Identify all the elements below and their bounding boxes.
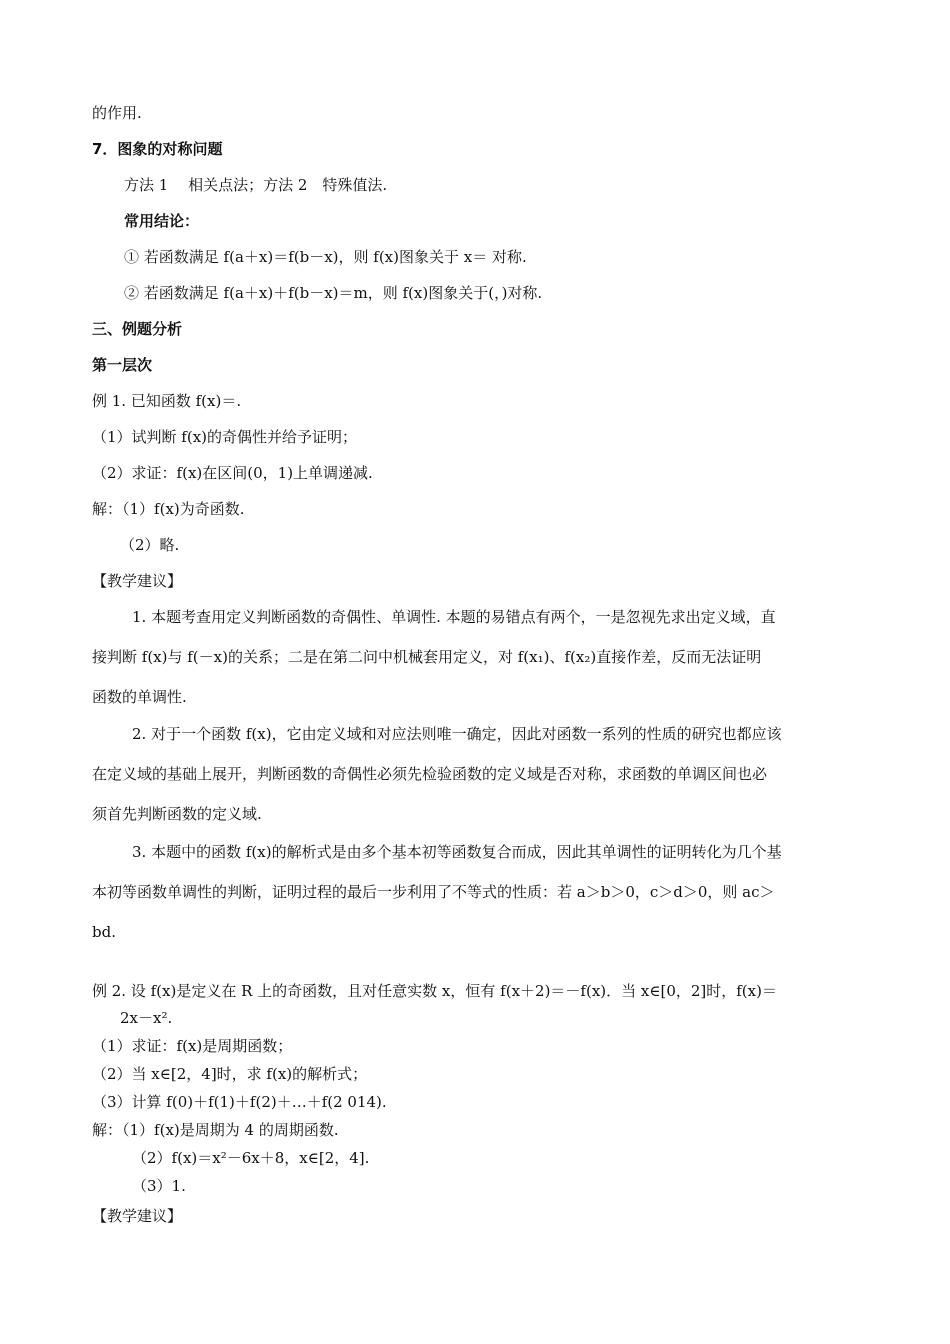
example-title-continued: 2x－x². — [120, 1009, 173, 1027]
paragraph-line: 2. 对于一个函数 f(x)，它由定义域和对应法则唯一确定，因此对函数一系列的性质的研究也都应该 — [132, 725, 782, 743]
paragraph-line: 1. 本题考查用定义判断函数的奇偶性、单调性. 本题的易错点有两个，一是忽视先求出定义域，直 — [132, 608, 776, 626]
text-line: 方法 1 相关点法；方法 2 特殊值法. — [124, 176, 388, 194]
paragraph-line: 在定义域的基础上展开，判断函数的奇偶性必须先检验函数的定义域是否对称，求函数的单调区间也必 — [92, 765, 768, 783]
question-item: （2）求证：f(x)在区间(0，1)上单调递减. — [92, 464, 373, 482]
question-item: （1）试判断 f(x)的奇偶性并给予证明； — [92, 428, 358, 446]
teaching-note-heading: 【教学建议】 — [92, 1207, 183, 1225]
solution-line: 解：（1）f(x)为奇函数. — [92, 500, 245, 518]
teaching-note-heading: 【教学建议】 — [92, 572, 183, 590]
paragraph-line: 本初等函数单调性的判断，证明过程的最后一步利用了不等式的性质：若 a＞b＞0，c＞d＞0，则 ac＞ — [92, 883, 775, 901]
example-title: 例 2. 设 f(x)是定义在 R 上的奇函数，且对任意实数 x，恒有 f(x＋2)＝－f(x)．当 x∈[0，2]时，f(x)＝ — [92, 982, 777, 1000]
paragraph-line: bd. — [92, 923, 116, 941]
paragraph-line: 3. 本题中的函数 f(x)的解析式是由多个基本初等函数复合而成，因此其单调性的证明转化为几个基 — [132, 843, 782, 861]
solution-line: （2）略. — [120, 536, 180, 554]
subsection-heading: 常用结论： — [124, 212, 200, 230]
question-item: （1）求证：f(x)是周期函数； — [92, 1037, 293, 1055]
conclusion-item: ① 若函数满足 f(a＋x)＝f(b－x)，则 f(x)图象关于 x＝ 对称. — [124, 248, 527, 266]
solution-line: （3）1. — [132, 1177, 186, 1195]
solution-line: （2）f(x)＝x²－6x＋8，x∈[2，4]. — [132, 1149, 370, 1167]
section-heading: 三、例题分析 — [92, 320, 183, 338]
paragraph-line: 接判断 f(x)与 f(－x)的关系；二是在第二问中机械套用定义，对 f(x₁)、f(x₂)直接作差，反而无法证明 — [92, 648, 762, 666]
conclusion-item: ② 若函数满足 f(a＋x)＋f(b－x)＝m，则 f(x)图象关于(，)对称. — [124, 284, 543, 302]
solution-line: 解：（1）f(x)是周期为 4 的周期函数. — [92, 1121, 339, 1139]
question-item: （3）计算 f(0)＋f(1)＋f(2)＋…＋f(2 014). — [92, 1093, 387, 1111]
section-heading: 7．图象的对称问题 — [92, 140, 223, 158]
example-title: 例 1. 已知函数 f(x)＝. — [92, 392, 242, 410]
text-line: 的作用. — [92, 104, 142, 122]
paragraph-line: 须首先判断函数的定义域. — [92, 805, 262, 823]
paragraph-line: 函数的单调性. — [92, 688, 187, 706]
subsection-heading: 第一层次 — [92, 356, 153, 374]
question-item: （2）当 x∈[2，4]时，求 f(x)的解析式； — [92, 1065, 368, 1083]
